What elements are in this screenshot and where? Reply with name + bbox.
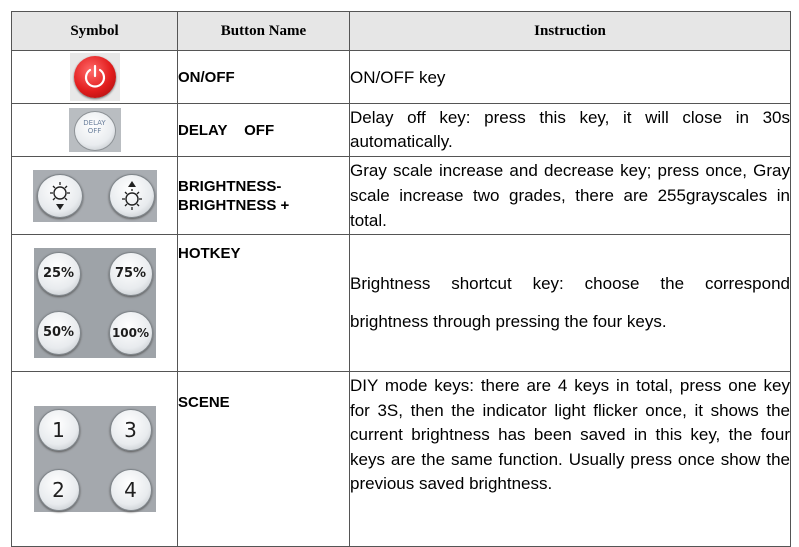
- scene-3-button: 3: [110, 409, 152, 451]
- button-name-brightness: BRIGHTNESS- BRIGHTNESS +: [178, 157, 350, 235]
- instruction-hotkey: Brightness shortcut key: choose the correspond brightness through pressing the four keys.: [350, 235, 791, 372]
- brightness-up-button: [109, 174, 155, 218]
- brightness-buttons-image: [33, 170, 157, 222]
- instruction-delay-off: Delay off key: press this key, it will close in 30s automatically.: [350, 104, 791, 157]
- delay-off-button-image: [69, 108, 121, 152]
- table-row: [12, 235, 791, 372]
- button-name-hotkey: HOTKEY: [178, 235, 350, 372]
- hotkey-100-button: 100%: [109, 311, 153, 355]
- instruction-scene: DIY mode keys: there are 4 keys in total, press one key for 3S, then the indicator light flicker once, it shows the current brightness has been saved in this key, the four keys are the same function. Usually press once show the previous saved brightness.: [350, 372, 791, 547]
- symbol-cell: [12, 51, 178, 104]
- table-row: [12, 157, 791, 235]
- brightness-down-button: [37, 174, 83, 218]
- brightness-up-icon: [110, 175, 154, 217]
- table-row: [12, 51, 791, 104]
- table-row: [12, 372, 791, 547]
- symbol-cell: [12, 157, 178, 235]
- table-row: [12, 104, 791, 157]
- header-symbol: Symbol: [12, 12, 178, 51]
- remote-keys-table: [11, 11, 791, 547]
- scene-4-button: 4: [110, 469, 152, 511]
- instruction-onoff: ON/OFF key: [350, 51, 791, 104]
- scene-2-button: 2: [38, 469, 80, 511]
- button-name-scene: SCENE: [178, 372, 350, 547]
- symbol-cell: [12, 235, 178, 372]
- hotkey-buttons-image: [34, 248, 156, 358]
- hotkey-75-button: 75%: [109, 252, 153, 296]
- hotkey-50-button: 50%: [37, 311, 81, 355]
- header-button-name: Button Name: [178, 12, 350, 51]
- button-name-delay-off: DELAY OFF: [178, 104, 350, 157]
- instruction-brightness: Gray scale increase and decrease key; press once, Gray scale increase two grades, there are 255grayscales in total.: [350, 157, 791, 235]
- header-instruction: Instruction: [350, 12, 791, 51]
- power-button-image: [70, 53, 120, 101]
- symbol-cell: [12, 372, 178, 547]
- table-header-row: [12, 12, 791, 51]
- symbol-cell: [12, 104, 178, 157]
- scene-buttons-image: [34, 406, 156, 512]
- button-name-onoff: ON/OFF: [178, 51, 350, 104]
- power-icon: [81, 63, 109, 91]
- brightness-down-icon: [38, 175, 82, 217]
- delay-off-label: DELAY OFF: [83, 119, 106, 135]
- hotkey-25-button: 25%: [37, 252, 81, 296]
- scene-1-button: 1: [38, 409, 80, 451]
